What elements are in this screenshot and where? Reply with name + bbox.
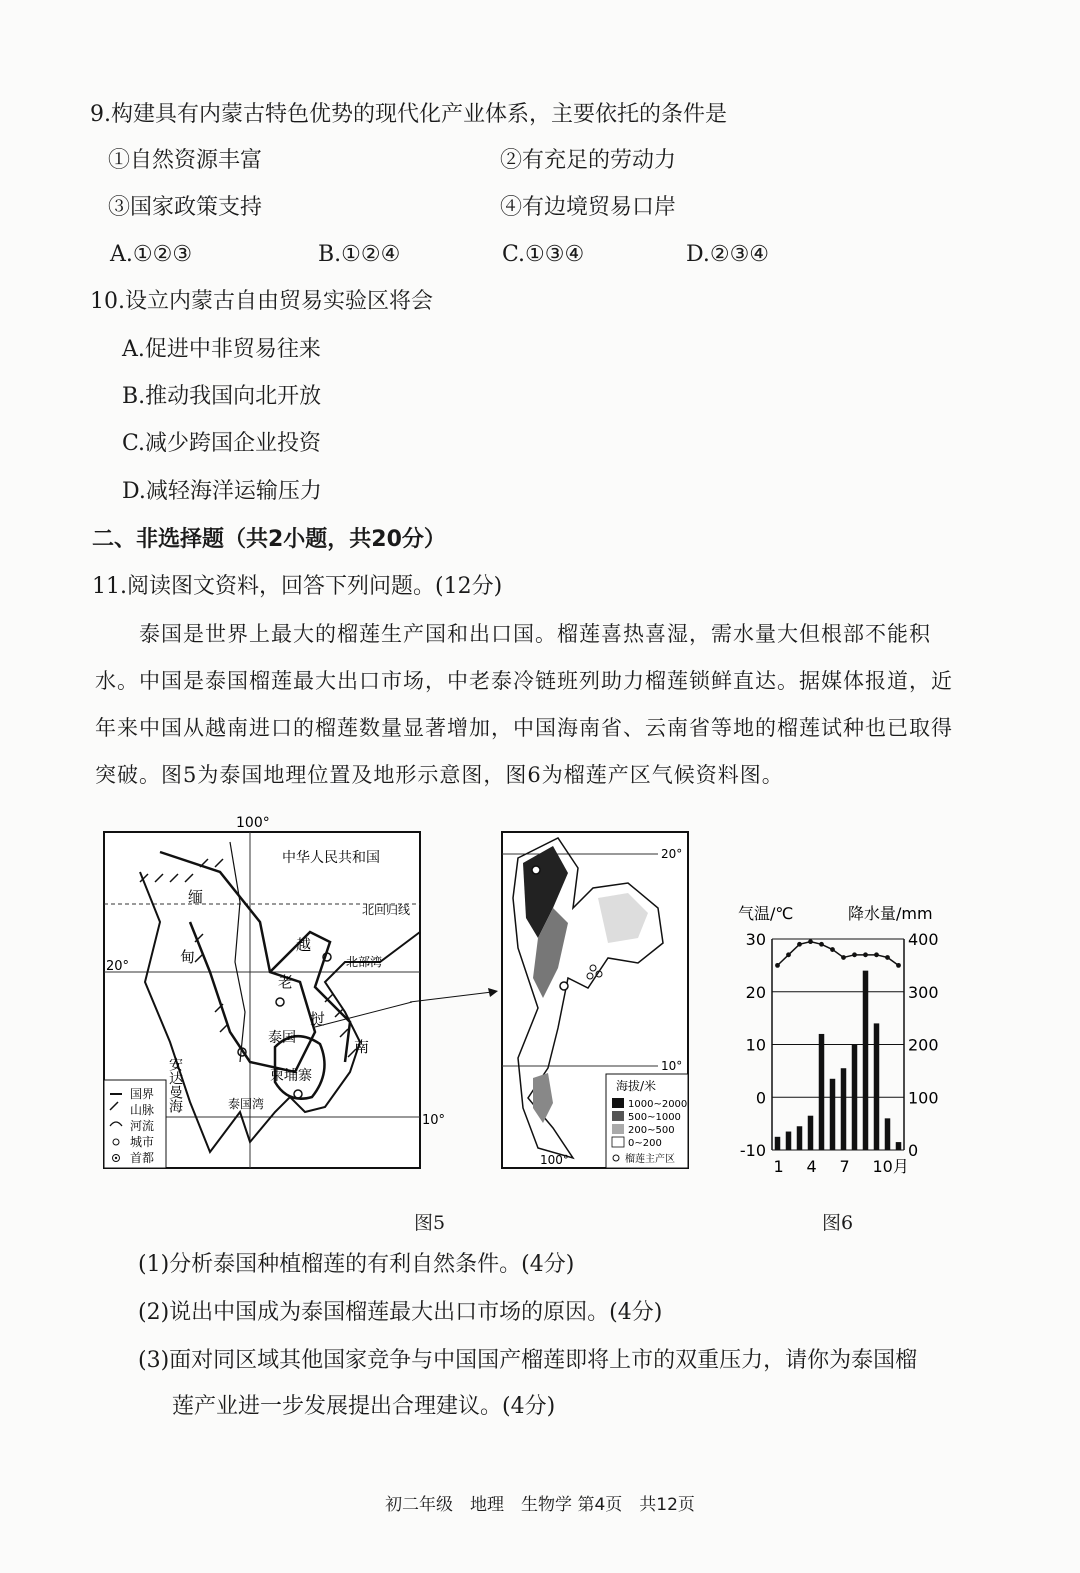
chart-precip-bar bbox=[775, 1137, 781, 1150]
chart-precip-bar bbox=[874, 1023, 880, 1150]
map1-gulf-tonkin: 北部湾 bbox=[346, 955, 383, 969]
q11-sub3-line2: 莲产业进一步发展提出合理建议。(4分) bbox=[172, 1394, 556, 1419]
chart-precip-bar bbox=[841, 1068, 847, 1150]
q9-stem: 9.构建具有内蒙古特色优势的现代化产业体系，主要依托的条件是 bbox=[90, 102, 727, 127]
figure5-terrain-map bbox=[498, 828, 693, 1173]
map1-legend-border: 国界 bbox=[130, 1087, 155, 1101]
map1-lat10: 10° bbox=[422, 1113, 446, 1128]
chart-temp-point bbox=[863, 952, 868, 957]
q11-sub2: (2)说出中国成为泰国榴莲最大出口市场的原因。(4分) bbox=[138, 1300, 663, 1325]
q9-choice-b: B.①②④ bbox=[318, 242, 401, 267]
figure6-caption: 图6 bbox=[822, 1212, 854, 1234]
chart-month-tick-label: 10月 bbox=[872, 1157, 909, 1176]
chart-month-tick-label: 7 bbox=[839, 1157, 850, 1176]
map1-laos-1: 老 bbox=[278, 973, 294, 991]
q11-sub3-line1: (3)面对同区域其他国家竞争与中国国产榴莲即将上市的双重压力，请你为泰国榴 bbox=[138, 1348, 918, 1373]
map1-andaman: 安达曼海 bbox=[167, 1057, 183, 1113]
chart-temp-tick-label: 30 bbox=[745, 930, 766, 949]
map1-legend-city: 城市 bbox=[130, 1135, 155, 1149]
chart-precip-tick-label: 300 bbox=[908, 982, 939, 1002]
map1-myanmar-1: 缅 bbox=[188, 888, 204, 906]
chart-precip-tick-label: 200 bbox=[908, 1035, 939, 1055]
map1-laos-2: 挝 bbox=[310, 1010, 326, 1028]
map2-lat20: 20° bbox=[661, 847, 683, 861]
q9-choice-d: D.②③④ bbox=[686, 242, 770, 267]
figure5-location-map bbox=[100, 812, 446, 1172]
map1-vietnam-2: 南 bbox=[354, 1038, 370, 1056]
chart-temp-point bbox=[830, 947, 835, 952]
q10-choice-c: C.减少跨国企业投资 bbox=[122, 431, 322, 456]
figure5-arrow bbox=[410, 980, 500, 1010]
chart-precip-bar bbox=[819, 1034, 825, 1150]
page-footer: 初二年级 地理 生物学 第4页 共12页 bbox=[385, 1495, 695, 1515]
chart-temp-point bbox=[885, 955, 890, 960]
map2-legend-3: 200~500 bbox=[628, 1125, 675, 1136]
map1-legend-river: 河流 bbox=[130, 1119, 155, 1133]
map2-city bbox=[532, 866, 540, 874]
map1-cambodia: 柬埔寨 bbox=[270, 1068, 312, 1084]
q9-choice-c: C.①③④ bbox=[502, 242, 585, 267]
map1-myanmar-2: 甸 bbox=[180, 948, 196, 966]
map2-capital bbox=[560, 982, 568, 990]
chart-temp-point bbox=[819, 942, 824, 947]
q10-stem: 10.设立内蒙古自由贸易实验区将会 bbox=[90, 289, 433, 314]
map2-lon100: 100° bbox=[540, 1153, 569, 1167]
figure6-climate-chart bbox=[728, 895, 950, 1180]
map1-china-label: 中华人民共和国 bbox=[282, 850, 380, 866]
chart-temp-point bbox=[841, 955, 846, 960]
chart-precip-tick-label: 0 bbox=[908, 1141, 919, 1160]
chart-precip-tick-label: 100 bbox=[908, 1088, 939, 1108]
q9-option-2: ②有充足的劳动力 bbox=[500, 148, 677, 173]
map1-thailand: 泰国 bbox=[268, 1030, 296, 1046]
q11-passage bbox=[95, 611, 955, 799]
section-heading: 二、非选择题（共2小题，共20分） bbox=[92, 527, 446, 552]
map1-lon100: 100° bbox=[236, 815, 270, 831]
chart-temp-tick-label: 10 bbox=[745, 1035, 766, 1055]
chart-temp-point bbox=[896, 963, 901, 968]
chart-precip-bar bbox=[896, 1142, 902, 1150]
q11-stem: 11.阅读图文资料，回答下列问题。(12分) bbox=[92, 574, 503, 599]
chart-precip-bar bbox=[863, 971, 869, 1150]
q9-option-1: ①自然资源丰富 bbox=[108, 148, 263, 173]
map1-vietnam-1: 越 bbox=[296, 936, 312, 954]
chart-precip-bar bbox=[808, 1116, 814, 1150]
chart-temp-tick-label: -10 bbox=[739, 1141, 766, 1160]
map1-legend-mountain: 山脉 bbox=[130, 1103, 155, 1117]
q9-choice-a: A.①②③ bbox=[110, 242, 193, 267]
map2-legend-title: 海拔/米 bbox=[616, 1079, 657, 1093]
chart-temp-point bbox=[808, 939, 813, 944]
chart-month-tick-label: 4 bbox=[806, 1157, 817, 1176]
q11-passage-text: 泰国是世界上最大的榴莲生产国和出口国。榴莲喜热喜湿，需水量大但根部不能积水。中国是泰国榴莲最大出口市场，中老泰冷链班列助力榴莲锁鲜直达。据媒体报道，近年来中国从越南进口的榴莲数量显著增加，中国海南省、云南省等地的榴莲试种也已取得突破。图5为泰国地理位置及地形示意图，图6为榴莲产区气候资料图。 bbox=[95, 622, 953, 787]
chart-month-tick-label: 1 bbox=[773, 1157, 784, 1176]
map2-legend-durian: 榴莲主产区 bbox=[625, 1154, 675, 1165]
map2-legend-1: 1000~2000 bbox=[628, 1099, 688, 1110]
chart-temperature-line bbox=[778, 942, 899, 966]
chart-right-axis-label: 降水量/mm bbox=[848, 904, 933, 923]
chart-temp-point bbox=[852, 952, 857, 957]
q10-choice-a: A.促进中非贸易往来 bbox=[122, 337, 321, 362]
q10-choice-d: D.减轻海洋运输压力 bbox=[122, 479, 322, 504]
chart-precip-bar bbox=[852, 1045, 858, 1151]
map2-legend-2: 500~1000 bbox=[628, 1112, 681, 1123]
map1-gulf-thailand: 泰国湾 bbox=[228, 1097, 265, 1111]
chart-temp-point bbox=[797, 942, 802, 947]
map1-tropic-label: 北回归线 bbox=[362, 903, 411, 917]
chart-temp-tick-label: 20 bbox=[745, 982, 766, 1002]
map1-legend-capital: 首都 bbox=[130, 1151, 155, 1165]
chart-precip-bar bbox=[786, 1132, 792, 1150]
chart-temp-point bbox=[786, 952, 791, 957]
q9-option-3: ③国家政策支持 bbox=[108, 195, 263, 220]
chart-precip-bar bbox=[797, 1126, 803, 1150]
chart-precip-tick-label: 400 bbox=[908, 930, 939, 949]
chart-precip-bar bbox=[830, 1079, 836, 1150]
chart-temp-tick-label: 0 bbox=[755, 1088, 766, 1108]
map1-legend bbox=[104, 1080, 166, 1168]
chart-temp-point bbox=[775, 963, 780, 968]
chart-precip-bar bbox=[885, 1118, 891, 1150]
q11-sub1: (1)分析泰国种植榴莲的有利自然条件。(4分) bbox=[138, 1252, 575, 1277]
chart-left-axis-label: 气温/℃ bbox=[738, 904, 794, 923]
figure5-caption: 图5 bbox=[414, 1212, 446, 1234]
q10-choice-b: B.推动我国向北开放 bbox=[122, 384, 322, 409]
q9-option-4: ④有边境贸易口岸 bbox=[500, 195, 677, 220]
map2-legend bbox=[606, 1074, 688, 1168]
map2-lat10: 10° bbox=[661, 1059, 683, 1073]
chart-temp-point bbox=[874, 952, 879, 957]
map2-legend-4: 0~200 bbox=[628, 1138, 662, 1149]
map1-lat20: 20° bbox=[106, 959, 130, 974]
